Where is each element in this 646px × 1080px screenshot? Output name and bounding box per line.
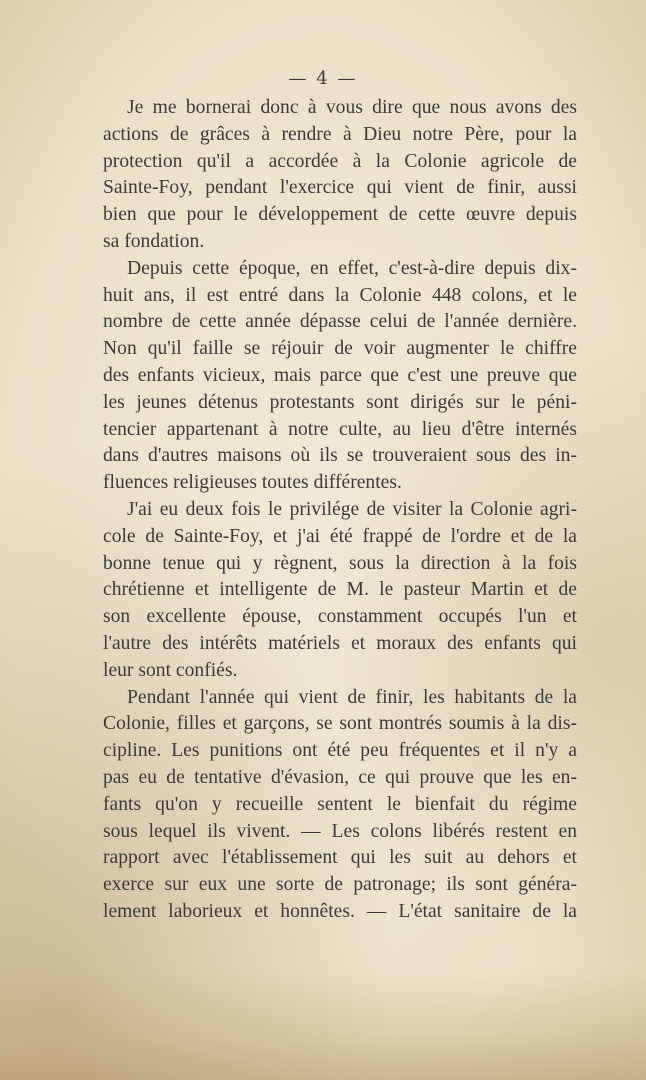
text-line: bien que pour le développement de cette œuvre depuis: [103, 204, 577, 226]
text-line: bonne tenue qui y règnent, sous la direction à la fois: [103, 552, 577, 574]
text-line: des enfants vicieux, mais parce que c'est une preuve que: [103, 364, 577, 386]
text-line: exerce sur eux une sorte de patronage; ils sont généra-: [103, 874, 577, 896]
text-line: fluences religieuses toutes différentes.: [103, 472, 402, 494]
text-line: Je me bornerai donc à vous dire que nous avons des: [127, 97, 577, 118]
paragraph: [103, 256, 577, 497]
text-line: protection qu'il a accordée à la Colonie agricole de: [103, 150, 577, 172]
text-line: cipline. Les punitions ont été peu fréquentes et il n'y a: [103, 740, 577, 762]
text-line: tencier appartenant à notre culte, au lieu d'être internés: [103, 418, 577, 440]
body-text: [103, 95, 577, 926]
text-line: sous lequel ils vivent. — Les colons libérés restent en: [103, 820, 577, 842]
paragraph: [103, 95, 577, 256]
text-line: Non qu'il faille se réjouir de voir augmenter le chiffre: [103, 338, 577, 360]
text-line: fants qu'on y recueille sentent le bienfait du régime: [103, 793, 577, 815]
text-line: Depuis cette époque, en effet, c'est-à-dire depuis dix-: [127, 257, 577, 279]
text-line: les jeunes détenus protestants sont dirigés sur le péni-: [103, 391, 577, 413]
text-line: chrétienne et intelligente de M. le pasteur Martin et de: [103, 579, 577, 601]
text-line: Sainte-Foy, pendant l'exercice qui vient de finir, aussi: [103, 177, 577, 199]
page-number: — 4 —: [288, 68, 358, 89]
text-line: actions de grâces à rendre à Dieu notre Père, pour la: [103, 123, 577, 145]
text-line: cole de Sainte-Foy, et j'ai été frappé de l'ordre et de la: [103, 525, 577, 547]
page-bottom-stain: [0, 970, 646, 1080]
paragraph: [103, 497, 577, 685]
text-line: l'autre des intérêts matériels et moraux des enfants qui: [103, 632, 577, 654]
text-line: Pendant l'année qui vient de finir, les habitants de la: [127, 686, 577, 708]
paragraph: [103, 685, 577, 926]
text-line: lement laborieux et honnêtes. — L'état sanitaire de la: [103, 900, 577, 922]
text-line: son excellente épouse, constamment occupés l'un et: [103, 606, 577, 628]
text-line: nombre de cette année dépasse celui de l'année dernière.: [103, 311, 577, 333]
text-line: sa fondation.: [103, 230, 205, 252]
text-line: huit ans, il est entré dans la Colonie 448 colons, et le: [103, 284, 577, 306]
text-line: leur sont confiés.: [103, 659, 238, 681]
text-line: pas eu de tentative d'évasion, ce qui prouve que les en-: [103, 766, 577, 788]
text-line: dans d'autres maisons où ils se trouveraient sous des in-: [103, 445, 577, 467]
text-line: rapport avec l'établissement qui les suit au dehors et: [103, 847, 577, 869]
text-line: Colonie, filles et garçons, se sont montrés soumis à la dis-: [103, 713, 577, 735]
text-line: J'ai eu deux fois le privilége de visiter la Colonie agri-: [127, 498, 577, 520]
